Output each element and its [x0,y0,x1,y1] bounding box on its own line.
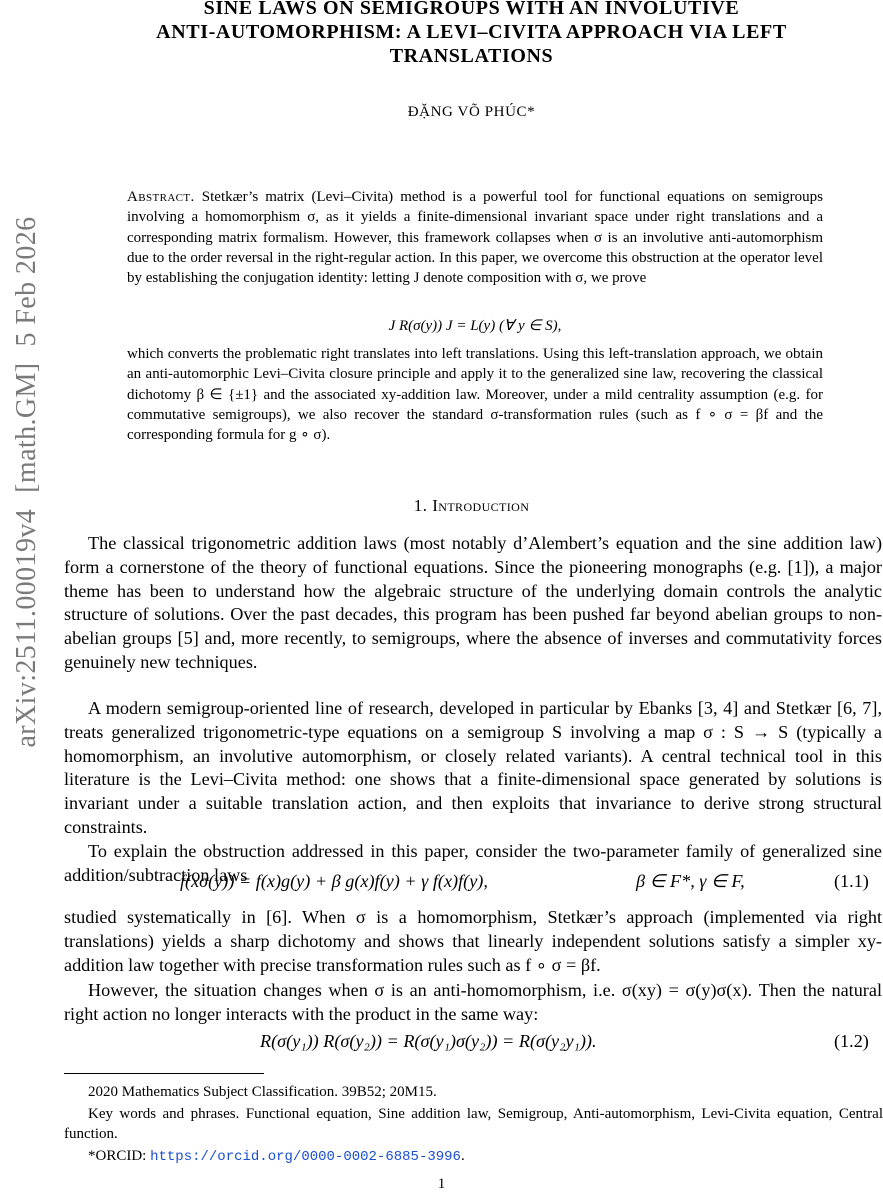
orcid-label: *ORCID: [88,1148,147,1164]
abstract-label: Abstract. [127,189,195,205]
section-number: 1. [413,496,428,515]
equation-1-1: f(xσ(y)) = f(x)g(y) + β g(x)f(y) + γ f(x)f(y), [180,871,488,891]
page-number: 1 [437,1176,446,1192]
intro-paragraph-2: A modern semigroup-oriented line of research, developed in particular by Ebanks [3, 4] and Stetkær [6, 7], treats generalized trigonometric-type equations on a semigroup S involving a map σ : S → S (typically a homomorphism, an involutive automorphism, or closely related variants). A central technical tool in this literature is the Levi–Civita method: one shows that a finite-dimensional space generated by solutions is invariant under a suitable translation action, and then exploits that invariance to derive strong structural constraints. [64,698,882,837]
equation-number-1-2: (1.2) [834,1031,869,1051]
footnote-keywords: Key words and phrases. Functional equation, Sine addition law, Semigroup, Anti-automorphism, Levi-Civita equation, Central function. [64,1106,883,1142]
intro-paragraph-1: The classical trigonometric addition laws (most notably d’Alembert’s equation and the sine addition law) form a cornerstone of the theory of functional equations. Since the pioneering monographs (e.g. [1]), a major theme has been to understand how the algebraic structure of the underlying domain controls the analytic structure of solutions. Over the past decades, this program has been pushed far beyond abelian groups to non-abelian groups [5] and, more recently, to semigroups, where the absence of inverses and commutativity forces genuinely new techniques. [64,533,882,672]
arxiv-id[interactable]: arXiv:2511.00019v4 [11,508,42,748]
equation-1-1-params: β ∈ F*, γ ∈ F, [636,871,745,891]
abstract-paragraph-1 [127,187,823,288]
title-line-3: TRANSLATIONS [389,45,554,67]
intro-paragraph-5: However, the situation changes when σ is an anti-homomorphism, i.e. σ(xy) = σ(y)σ(x). Then the natural right action no longer interacts with the product in the same way: [64,980,882,1024]
section-title: Introduction [432,496,530,515]
intro-paragraph-4: studied systematically in [6]. When σ is a homomorphism, Stetkær’s approach (implemented via right translations) yields a sharp dichotomy and shows that linearly independent solutions satisfy a simpler xy-addition law together with precise transformation rules such as f ∘ σ = βf. [64,907,882,975]
title-line-1: SINE LAWS ON SEMIGROUPS WITH AN INVOLUTIVE [203,0,740,19]
title-line-2: ANTI-AUTOMORPHISM: A LEVI–CIVITA APPROACH VIA LEFT [156,21,787,43]
arxiv-sidebar-stamp [2,132,52,832]
abstract-equation: J R(σ(y)) J = L(y) (∀ y ∈ S), [388,318,562,334]
equation-number-1-1: (1.1) [834,871,869,891]
abstract-paragraph-2: which converts the problematic right translates into left translations. Using this left-translation approach, we obtain an anti-automorphic Levi–Civita closure principle and apply it to the generalized sine law, recovering the classical dichotomy β ∈ {±1} and the associated xy-addition law. Moreover, under a mild centrality assumption (e.g. for commutative semigroups), we also recover the standard σ-transformation rules (such as f ∘ σ = βf and the corresponding formula for g ∘ σ). [127,346,823,444]
equation-1-2: R(σ(y₁)) R(σ(y₂)) = R(σ(y₁)σ(y₂)) = R(σ(y₂y₁)). [260,1031,597,1051]
abstract-text-1: Stetkær’s matrix (Levi–Civita) method is a powerful tool for functional equations on semigroups involving a homomorphism σ, as it yields a finite-dimensional invariant space under right translations and a corresponding matrix formalism. However, this framework collapses when σ is an involutive anti-automorphism due to the order reversal in the right-regular action. In this paper, we overcome this obstruction at the operator level by establishing the conjugation identity: letting J denote composition with σ, we prove [127,189,823,287]
footnote-rule [64,1073,264,1074]
author-name: ĐẶNG VÕ PHÚC* [407,104,536,120]
section-heading-introduction [60,496,883,516]
arxiv-date: 5 Feb 2026 [11,216,42,347]
footnote-msc: 2020 Mathematics Subject Classification. 39B52; 20M15. [88,1084,437,1100]
orcid-link[interactable]: https://orcid.org/0000-0002-6885-3996 [150,1149,461,1165]
intro-paragraph-3: To explain the obstruction addressed in this paper, consider the two-parameter family of generalized sine addition/subtraction laws [64,841,882,885]
arxiv-category: [math.GM] [11,362,42,493]
footnote-orcid: *ORCID: https://orcid.org/0000-0002-6885-3996. [88,1148,465,1165]
